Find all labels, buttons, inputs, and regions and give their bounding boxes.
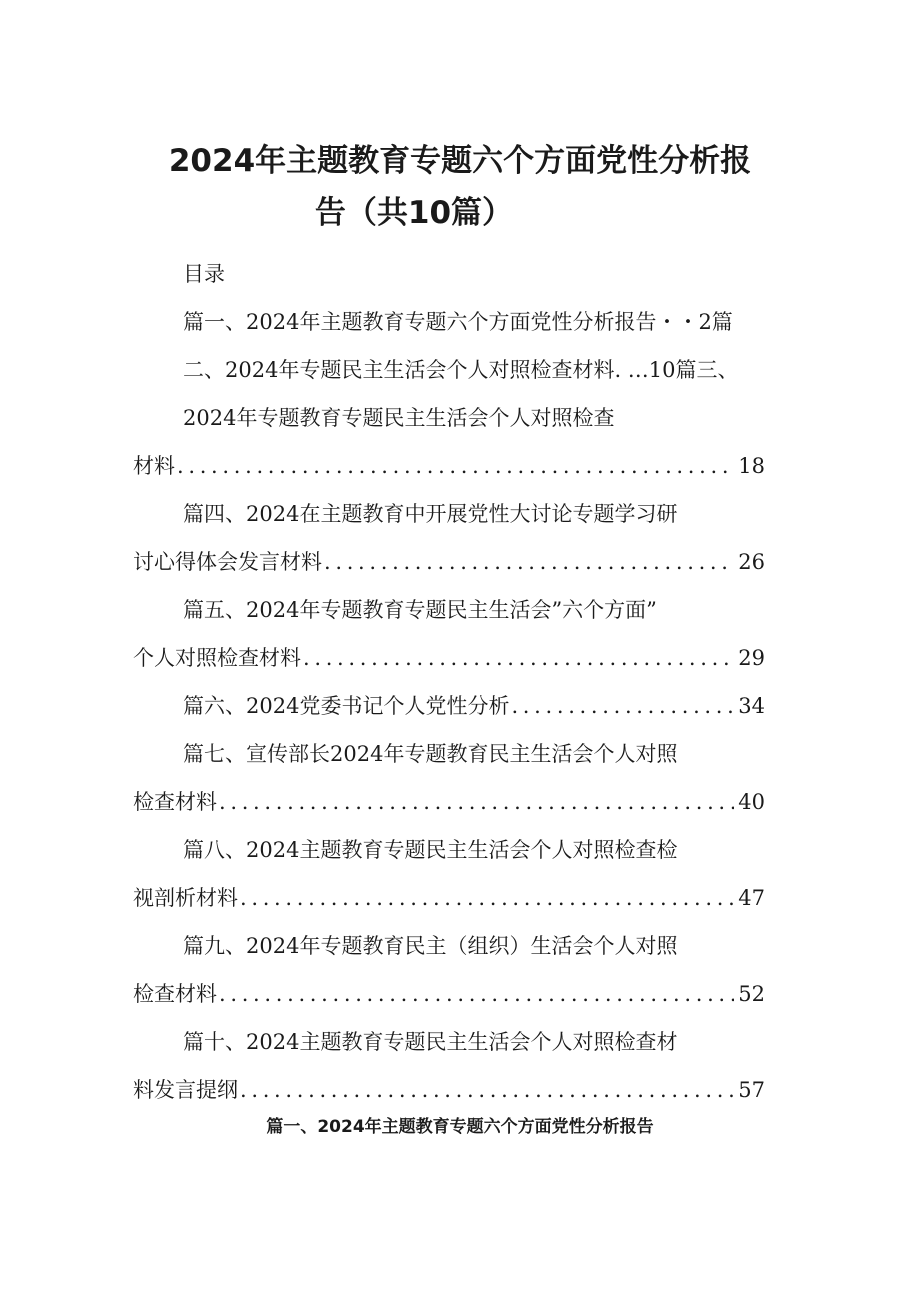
toc-entry-4-continuation	[133, 547, 765, 577]
toc-entry-text: 个人对照检查材料	[133, 646, 301, 670]
toc-entry-text: 讨心得体会发言材料	[133, 550, 322, 574]
toc-entry-8-continuation	[133, 883, 765, 913]
leader-dots	[303, 643, 734, 673]
leader-dots	[177, 451, 734, 481]
toc-entry-1: 篇一、2024年主题教育专题六个方面党性分析报告・・2篇	[183, 310, 733, 334]
leader-dots	[240, 883, 734, 913]
toc-entry-4: 篇四、2024在主题教育中开展党性大讨论专题学习研	[183, 502, 678, 526]
toc-page-number: 34	[738, 694, 765, 718]
toc-entry-10: 篇十、2024主题教育专题民主生活会个人对照检查材	[183, 1030, 678, 1054]
leader-dots	[511, 691, 734, 721]
toc-entry-3: 2024年专题教育专题民主生活会个人对照检查	[183, 406, 615, 430]
toc-entry-text: 检查材料	[133, 982, 217, 1006]
leader-dots	[240, 1075, 734, 1105]
toc-page-number: 52	[738, 982, 765, 1006]
toc-page-number: 57	[738, 1078, 765, 1102]
toc-entry-9: 篇九、2024年专题教育民主（组织）生活会个人对照	[183, 934, 678, 958]
document-title-line-2: 告（共10篇）	[314, 195, 514, 231]
toc-entry-7: 篇七、宣传部长2024年专题教育民主生活会个人对照	[183, 742, 678, 766]
toc-page-number: 29	[738, 646, 765, 670]
section-heading: 篇一、2024年主题教育专题六个方面党性分析报告	[266, 1117, 654, 1137]
toc-entry-3-continuation	[133, 451, 765, 481]
toc-entry-5: 篇五、2024年专题教育专题民主生活会”六个方面”	[183, 598, 657, 622]
document-title-line-1: 2024年主题教育专题六个方面党性分析报	[168, 143, 752, 179]
leader-dots	[219, 979, 734, 1009]
leader-dots	[324, 547, 734, 577]
toc-entry-text: 料发言提纲	[133, 1078, 238, 1102]
toc-page-number: 47	[738, 886, 765, 910]
toc-entry-text: 材料	[133, 454, 175, 478]
toc-entry-2: 二、2024年专题民主生活会个人对照检查材料. …10篇三、	[183, 358, 739, 382]
toc-page-number: 18	[738, 454, 765, 478]
toc-entry-9-continuation	[133, 979, 765, 1009]
toc-entry-10-continuation	[133, 1075, 765, 1105]
toc-entry-5-continuation	[133, 643, 765, 673]
toc-entry-text: 篇六、2024党委书记个人党性分析	[183, 694, 510, 718]
toc-entry-8: 篇八、2024主题教育专题民主生活会个人对照检查检	[183, 838, 678, 862]
toc-entry-7-continuation	[133, 787, 765, 817]
toc-entry-text: 检查材料	[133, 790, 217, 814]
leader-dots	[219, 787, 734, 817]
toc-page-number: 26	[738, 550, 765, 574]
toc-page-number: 40	[738, 790, 765, 814]
toc-entry-6	[183, 691, 765, 721]
toc-entry-text: 视剖析材料	[133, 886, 238, 910]
toc-label: 目录	[183, 262, 225, 286]
